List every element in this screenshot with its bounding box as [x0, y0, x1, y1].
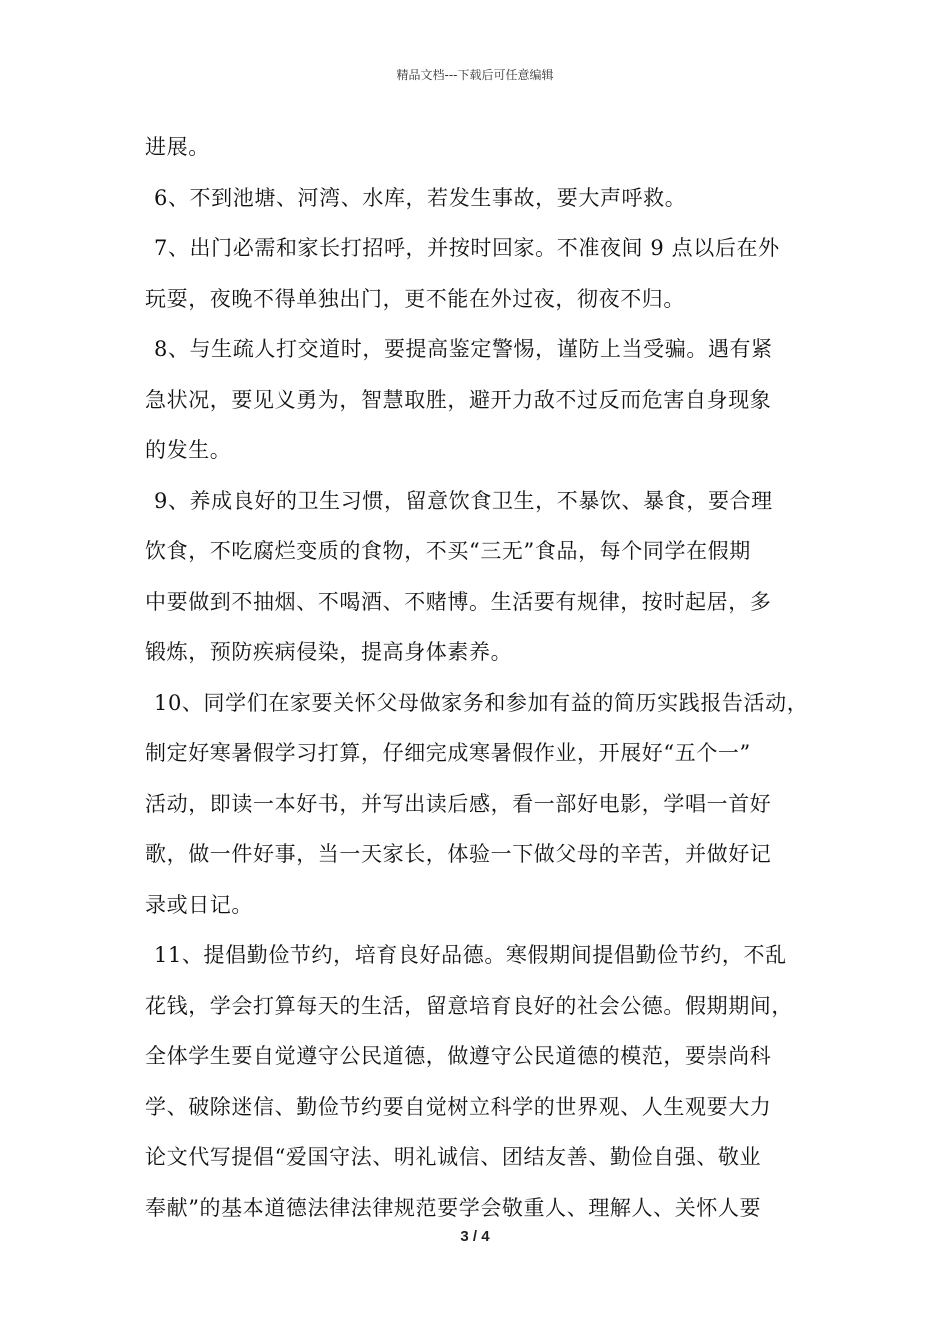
text-line: 11、提倡勤俭节约，培育良好品德。寒假期间提倡勤俭节约，不乱 — [154, 943, 787, 967]
text-line: 6、不到池塘、河湾、水库，若发生事故，要大声呼救。 — [154, 185, 687, 210]
text-line: 花钱，学会打算每天的生活，留意培育良好的社会公德。假期期间， — [145, 993, 793, 1018]
text-line: 学、破除迷信、勤俭节约要自觉树立科学的世界观、人生观要大力 — [145, 1094, 772, 1119]
text-line: 全体学生要自觉遵守公民道德，做遵守公民道德的模范，要崇尚科 — [145, 1044, 772, 1068]
text-line: 锻炼，预防疾病侵染，提高身体素养。 — [145, 640, 513, 664]
text-line: 玩耍，夜晚不得单独出门，更不能在外过夜，彻夜不归。 — [145, 286, 685, 311]
text-line: 10、同学们在家要关怀父母做家务和参加有益的简历实践报告活动， — [154, 690, 809, 715]
text-line: 活动，即读一本好书，并写出读后感，看一部好电影，学唱一首好 — [145, 791, 772, 816]
page-header: 精品文档---下载后可任意编辑 — [396, 68, 554, 82]
text-line: 录或日记。 — [145, 892, 253, 917]
text-line: 中要做到不抽烟、不喝酒、不赌博。生活要有规律，按时起居，多 — [145, 589, 772, 614]
page-number: 3 / 4 — [460, 1228, 490, 1245]
text-line: 歌，做一件好事，当一天家长，体验一下做父母的辛苦，并做好记 — [145, 842, 772, 866]
text-line: 8、与生疏人打交道时，要提高鉴定警惕，谨防上当受骗。遇有紧 — [154, 337, 773, 361]
text-line: 制定好寒暑假学习打算，仔细完成寒暑假作业，开展好“五个一” — [145, 741, 751, 765]
text-line: 论文代写提倡“爱国守法、明礼诚信、团结友善、勤俭自强、敬业 — [145, 1145, 762, 1169]
text-line: 7、出门必需和家长打招呼，并按时回家。不准夜间 9 点以后在外 — [154, 236, 780, 260]
text-line: 9、养成良好的卫生习惯，留意饮食卫生，不暴饮、暴食，要合理 — [154, 488, 773, 513]
text-line: 急状况，要见义勇为，智慧取胜，避开力敌不过反而危害自身现象 — [145, 387, 772, 412]
document-body — [145, 122, 825, 1233]
text-line: 的发生。 — [145, 438, 232, 462]
text-line: 进展。 — [145, 135, 210, 159]
text-line: 奉献”的基本道德法律法律规范要学会敬重人、理解人、关怀人要 — [145, 1195, 762, 1220]
text-line: 饮食，不吃腐烂变质的食物，不买“三无”食品，每个同学在假期 — [145, 539, 751, 563]
